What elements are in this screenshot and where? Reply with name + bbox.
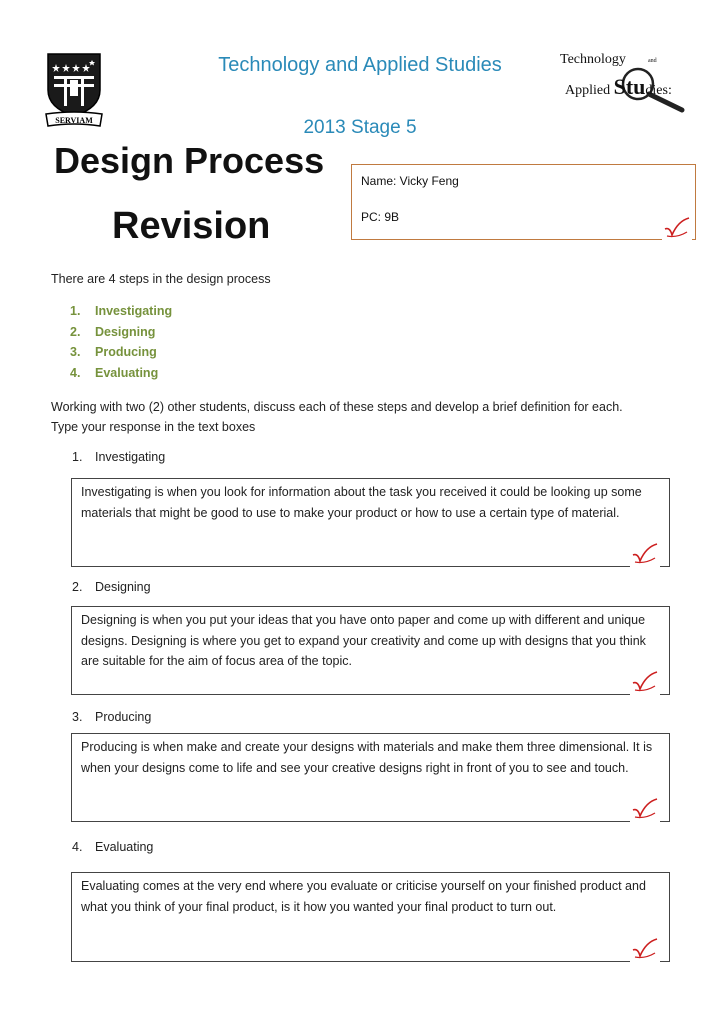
red-checkmark-icon — [630, 541, 660, 567]
red-checkmark-icon — [662, 215, 692, 241]
tas-logo — [556, 50, 688, 116]
red-checkmark-icon — [630, 669, 660, 695]
page-title-line-2: Revision — [112, 205, 271, 247]
list-item: 2. Designing — [70, 324, 156, 339]
page-title-line-1: Design Process — [54, 140, 325, 181]
response-box-evaluating[interactable]: Evaluating comes at the very end where you evaluate or criticise yourself on your finished product and what you think of your final product, is it how you wanted your final product to turn out. — [71, 872, 670, 962]
logo-stu: Stu — [613, 74, 646, 99]
section-heading-producing: 3. Producing — [72, 710, 152, 724]
instructions-text — [51, 397, 623, 437]
logo-and: and — [648, 58, 657, 64]
student-name: Name: Vicky Feng — [361, 174, 459, 188]
list-item: 3. Producing — [70, 345, 157, 359]
response-box-designing[interactable]: Designing is when you put your ideas that you have onto paper and come up with different and unique designs. Designing is where you get to expand your creativity and come up with designs that you think are suitable for the aim of focus area of the topic. — [71, 606, 670, 695]
logo-line-1: Technology — [560, 52, 626, 67]
instructions-line-1: Working with two (2) other students, discuss each of these steps and develop a brief definition for each. — [51, 400, 623, 414]
list-item: 1. Investigating — [70, 304, 173, 318]
header-title: Technology and Applied Studies — [218, 54, 502, 76]
section-heading-investigating: 1. Investigating — [72, 450, 166, 464]
header-subtitle: 2013 Stage 5 — [303, 117, 417, 138]
intro-text: There are 4 steps in the design process — [51, 272, 271, 286]
response-box-investigating[interactable]: Investigating is when you look for information about the task you received it could be looking up some materials that might be good to use to make your product or how to use a certain type of material. — [71, 478, 670, 567]
instructions-line-2: Type your response in the text boxes — [51, 420, 256, 434]
red-checkmark-icon — [630, 796, 660, 822]
section-heading-evaluating: 4. Evaluating — [72, 840, 154, 854]
response-box-producing[interactable]: Producing is when make and create your designs with materials and make them three dimensional. It is when your designs come to life and see your creative designs right in front of you to see and touch. — [71, 733, 670, 822]
section-heading-designing: 2. Designing — [72, 580, 151, 594]
crest-motto: SERVIAM — [55, 116, 93, 125]
red-checkmark-icon — [630, 936, 660, 962]
school-crest-icon — [44, 50, 104, 128]
steps-list — [70, 303, 172, 385]
student-info-box — [351, 164, 696, 240]
logo-dies: dies: — [645, 83, 672, 98]
logo-applied: Applied — [565, 83, 614, 98]
student-pc: PC: 9B — [361, 210, 400, 224]
list-item: 4. Evaluating — [70, 365, 159, 380]
logo-line-2 — [565, 74, 672, 100]
